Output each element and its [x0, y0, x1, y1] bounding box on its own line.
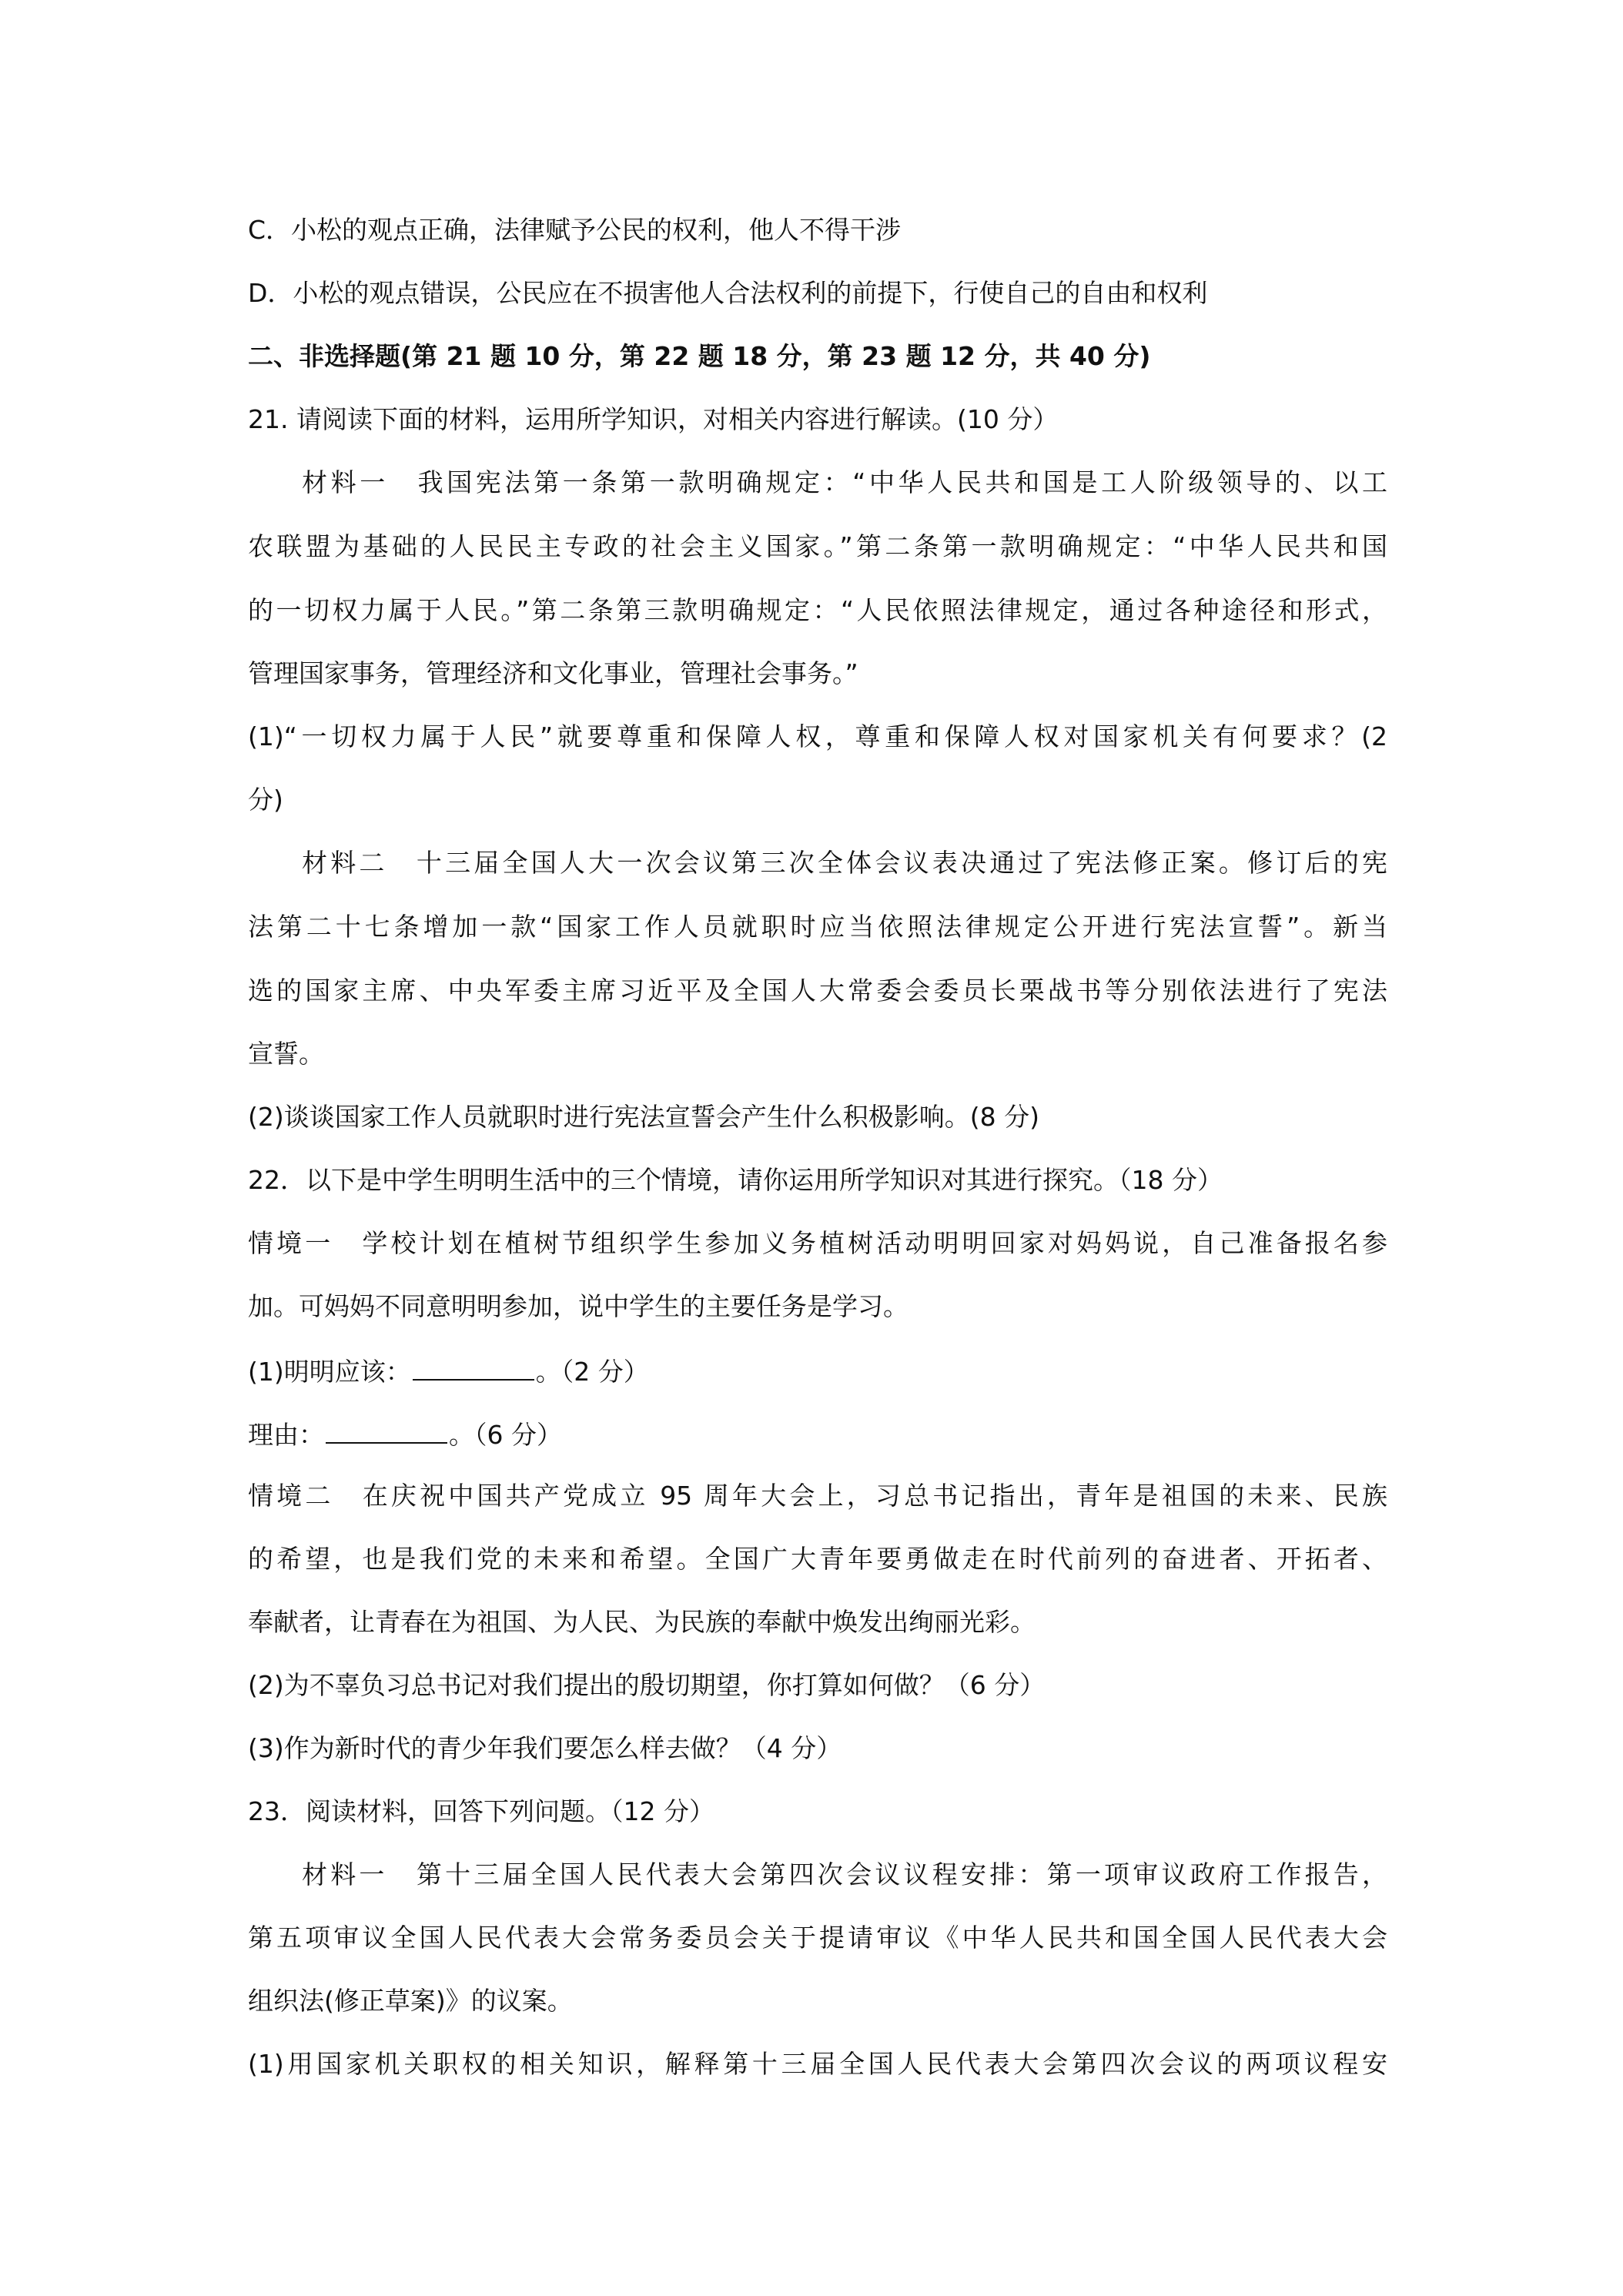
answer-blank	[413, 1353, 534, 1381]
material-1-line-2: 农联盟为基础的人民民主专政的社会主义国家。”第二条第一款明确规定：“中华人民共和国	[248, 531, 1387, 561]
material-2-line-2: 法第二十七条增加一款“国家工作人员就职时应当依照法律规定公开进行宪法宣誓”。新当	[248, 912, 1387, 942]
question-22-1	[248, 1353, 1387, 1389]
material-1-line-4: 管理国家事务，管理经济和文化事业，管理社会事务。”	[248, 658, 858, 688]
reason-score: 。（6 分）	[449, 1420, 562, 1450]
question-22-1-reason	[248, 1416, 1387, 1452]
scenario-2-line-2: 的希望，也是我们党的未来和希望。全国广大青年要勇做走在时代前列的奋进者、开拓者、	[248, 1544, 1387, 1574]
scenario-2-line-1: 情境二 在庆祝中国共产党成立 95 周年大会上，习总书记指出，青年是祖国的未来、民族	[248, 1481, 1387, 1511]
question-22-1-score: 。（2 分）	[535, 1357, 649, 1387]
scenario-1-line-1: 情境一 学校计划在植树节组织学生参加义务植树活动明明回家对妈妈说，自己准备报名参	[248, 1228, 1387, 1258]
question-23-1: (1)用国家机关职权的相关知识，解释第十三届全国人民代表大会第四次会议的两项议程安	[248, 2049, 1387, 2079]
material-23-line-2: 第五项审议全国人民代表大会常务委员会关于提请审议《中华人民共和国全国人民代表大会	[248, 1923, 1387, 1953]
scenario-1-line-2: 加。可妈妈不同意明明参加，说中学生的主要任务是学习。	[248, 1291, 909, 1321]
question-21-2: (2)谈谈国家工作人员就职时进行宪法宣誓会产生什么积极影响。(8 分)	[248, 1102, 1039, 1132]
material-23-line-3: 组织法(修正草案)》的议案。	[248, 1986, 573, 2016]
material-1-line-3: 的一切权力属于人民。”第二条第三款明确规定：“人民依照法律规定，通过各种途径和形式，	[248, 595, 1387, 625]
material-2-line-3: 选的国家主席、中央军委主席习近平及全国人大常委会委员长栗战书等分别依法进行了宪法	[248, 976, 1387, 1006]
scenario-2-line-3: 奉献者，让青春在为祖国、为人民、为民族的奉献中焕发出绚丽光彩。	[248, 1607, 1036, 1637]
reason-blank	[326, 1416, 447, 1444]
material-23-line-1: 材料一 第十三届全国人民代表大会第四次会议议程安排：第一项审议政府工作报告，	[302, 1859, 1387, 1889]
section-heading: 二、非选择题(第 21 题 10 分，第 22 题 18 分，第 23 题 12 分，共 40 分)	[248, 341, 1151, 371]
material-1-line-1: 材料一 我国宪法第一条第一款明确规定：“中华人民共和国是工人阶级领导的、以工	[302, 467, 1387, 497]
question-22: 22．以下是中学生明明生活中的三个情境，请你运用所学知识对其进行探究。（18 分）	[248, 1165, 1223, 1195]
question-22-1-prompt: (1)明明应该：	[248, 1357, 411, 1387]
material-2-line-1: 材料二 十三届全国人大一次会议第三次全体会议表决通过了宪法修正案。修订后的宪	[302, 848, 1387, 878]
question-21-1: (1)“一切权力属于人民”就要尊重和保障人权，尊重和保障人权对国家机关有何要求？(2	[248, 721, 1387, 751]
material-2-line-4: 宣誓。	[248, 1039, 324, 1069]
question-21: 21. 请阅读下面的材料，运用所学知识，对相关内容进行解读。(10 分）	[248, 404, 1059, 434]
question-22-3: (3)作为新时代的青少年我们要怎么样去做？（4 分）	[248, 1733, 842, 1763]
reason-prompt: 理由：	[248, 1420, 324, 1450]
option-c: C．小松的观点正确，法律赋予公民的权利，他人不得干涉	[248, 215, 902, 245]
question-21-1-cont: 分)	[248, 785, 283, 815]
question-23: 23．阅读材料，回答下列问题。（12 分）	[248, 1796, 714, 1826]
option-d: D．小松的观点错误，公民应在不损害他人合法权利的前提下，行使自己的自由和权利	[248, 278, 1208, 308]
question-22-2: (2)为不辜负习总书记对我们提出的殷切期望，你打算如何做？（6 分）	[248, 1670, 1046, 1700]
